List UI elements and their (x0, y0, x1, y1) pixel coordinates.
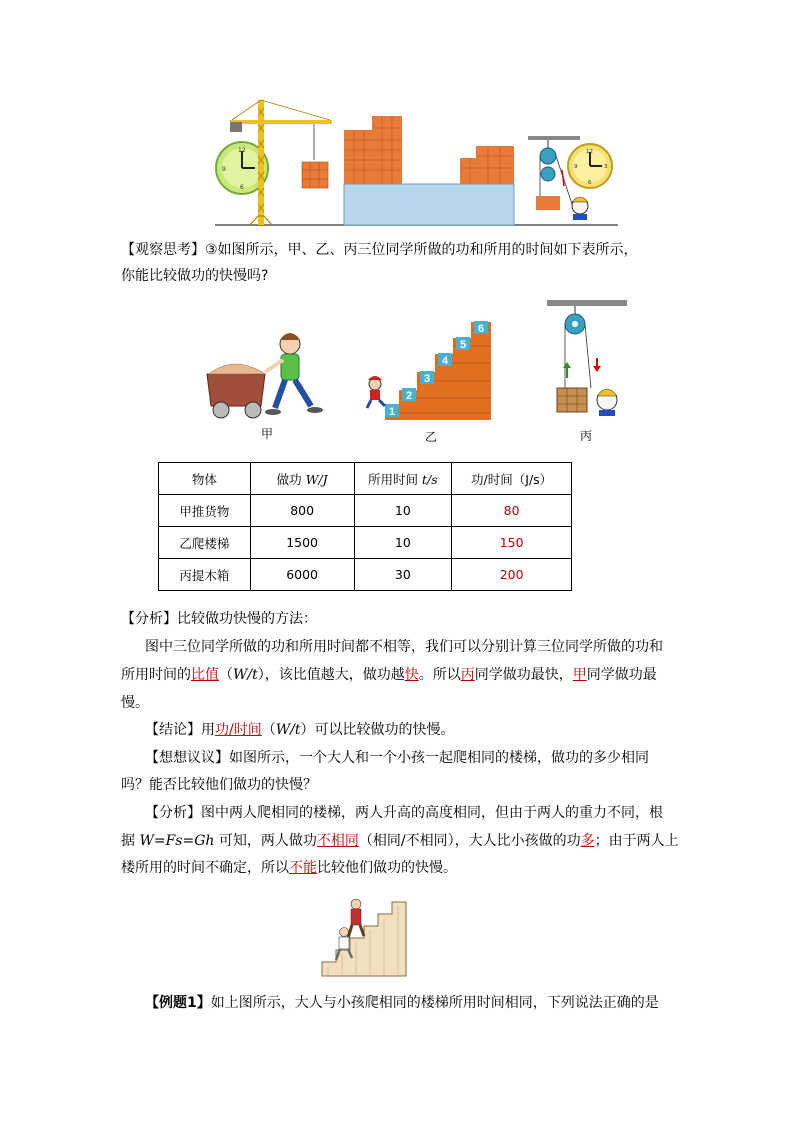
stair-step-2: 2 (406, 390, 413, 402)
header-object: 物体 (159, 463, 251, 495)
answer-more: 多 (580, 833, 595, 849)
discuss-line1: 【想想议议】如图所示，一个大人和一个小孩一起爬相同的楼梯，做功的多少相同 (145, 750, 649, 766)
row-rate: 80 (452, 495, 572, 527)
stair-step-3: 3 (424, 373, 431, 385)
analysis2-line3: 楼所用的时间不确定，所以不能比较他们做功的快慢。 (121, 860, 457, 876)
analysis1-line1: 图中三位同学所做的功和所用时间都不相等，我们可以分别计算三位同学所做的功和 (145, 639, 663, 655)
pulley-lifter-icon (547, 300, 627, 416)
table-row (159, 495, 572, 527)
header-time: 所用时间 t/s (354, 463, 452, 495)
cart-pusher-icon (207, 333, 323, 418)
svg-text:3: 3 (604, 164, 608, 170)
answer-cannot: 不能 (289, 860, 317, 876)
analysis1-heading (121, 609, 317, 629)
header-work: 做功 W/J (250, 463, 354, 495)
observe-tag: 【观察思考】 (121, 242, 205, 258)
observe-paragraph-line1 (121, 240, 638, 260)
caption-jia-label: 甲 (261, 427, 274, 441)
caption-bing-label: 丙 (580, 429, 593, 443)
table-header-row (159, 463, 572, 495)
staircase-icon (322, 902, 406, 976)
row-time: 10 (354, 527, 452, 559)
row-work: 6000 (250, 559, 354, 591)
row-time: 30 (354, 559, 452, 591)
three-students-figure (195, 296, 635, 426)
analysis2-line1: 【分析】图中两人爬相同的楼梯，两人升高的高度相同，但由于两人的重力不同，根 (145, 805, 663, 821)
row-time: 10 (354, 495, 452, 527)
answer-bing: 丙 (460, 667, 475, 683)
row-rate: 200 (452, 559, 572, 591)
analysis1-title: 比较做功快慢的方法： (177, 611, 317, 627)
work-time-table (158, 462, 572, 591)
discuss-line2: 吗？能否比较他们做功的快慢？ (121, 777, 317, 793)
svg-text:12: 12 (238, 147, 246, 154)
row-name: 丙提木箱 (159, 559, 251, 591)
row-work: 1500 (250, 527, 354, 559)
observe-text-line1: ③如图所示，甲、乙、丙三位同学所做的功和所用的时间如下表所示， (205, 242, 638, 258)
analysis1-line2: 所用时间的比值（W/t），该比值越大，做功越快。所以丙同学做功最快，甲同学做功最 (121, 667, 657, 683)
brick-building-icon (344, 116, 514, 225)
numbered-stairs-icon (367, 321, 491, 420)
observe-text-line2: 你能比较做功的快慢吗? (121, 268, 269, 284)
analysis2-line2: 据 W=Fs=Gh 可知，两人做功不相同（相同/不相同），大人比小孩做的功多；由于两人上 (121, 833, 679, 849)
adult-icon (348, 899, 364, 938)
row-rate: 150 (452, 527, 572, 559)
svg-text:9: 9 (574, 164, 578, 170)
analysis1-line3: 慢。 (121, 695, 149, 711)
answer-not-same: 不相同 (316, 833, 359, 849)
conclusion-tag: 【结论】 (145, 722, 201, 738)
analysis1-tag: 【分析】 (121, 611, 177, 627)
stair-step-1: 1 (389, 406, 396, 418)
crane-comparison-figure (210, 98, 620, 230)
row-name: 甲推货物 (159, 495, 251, 527)
svg-text:12: 12 (586, 149, 593, 155)
svg-text:6: 6 (588, 180, 592, 186)
svg-text:6: 6 (240, 184, 244, 191)
table-row (159, 559, 572, 591)
table-row (159, 527, 572, 559)
adult-child-stairs-figure (314, 892, 408, 982)
discuss-tag: 【想想议议】 (145, 750, 229, 766)
answer-ratio: 比值 (191, 667, 219, 683)
row-name: 乙爬楼梯 (159, 527, 251, 559)
stair-step-4: 4 (442, 355, 449, 367)
answer-jia: 甲 (572, 667, 587, 683)
caption-yi-label: 乙 (425, 430, 438, 444)
stair-step-6: 6 (478, 323, 485, 335)
conclusion-line: 【结论】用功/时间（W/t）可以比较做功的快慢。 (145, 722, 455, 738)
stair-step-5: 5 (460, 339, 467, 351)
answer-work-per-time: 功/时间 (215, 722, 262, 738)
analysis2-tag: 【分析】 (145, 805, 201, 821)
example-line: 【例题1】如上图所示，大人与小孩爬相同的楼梯所用时间相同，下列说法正确的是 (145, 995, 659, 1011)
header-rate: 功/时间（J/s） (452, 463, 572, 495)
answer-fast: 快 (404, 667, 419, 683)
svg-text:9: 9 (222, 166, 226, 173)
row-work: 800 (250, 495, 354, 527)
example-tag: 【例题1】 (145, 995, 211, 1011)
clock-right-icon (568, 144, 612, 188)
